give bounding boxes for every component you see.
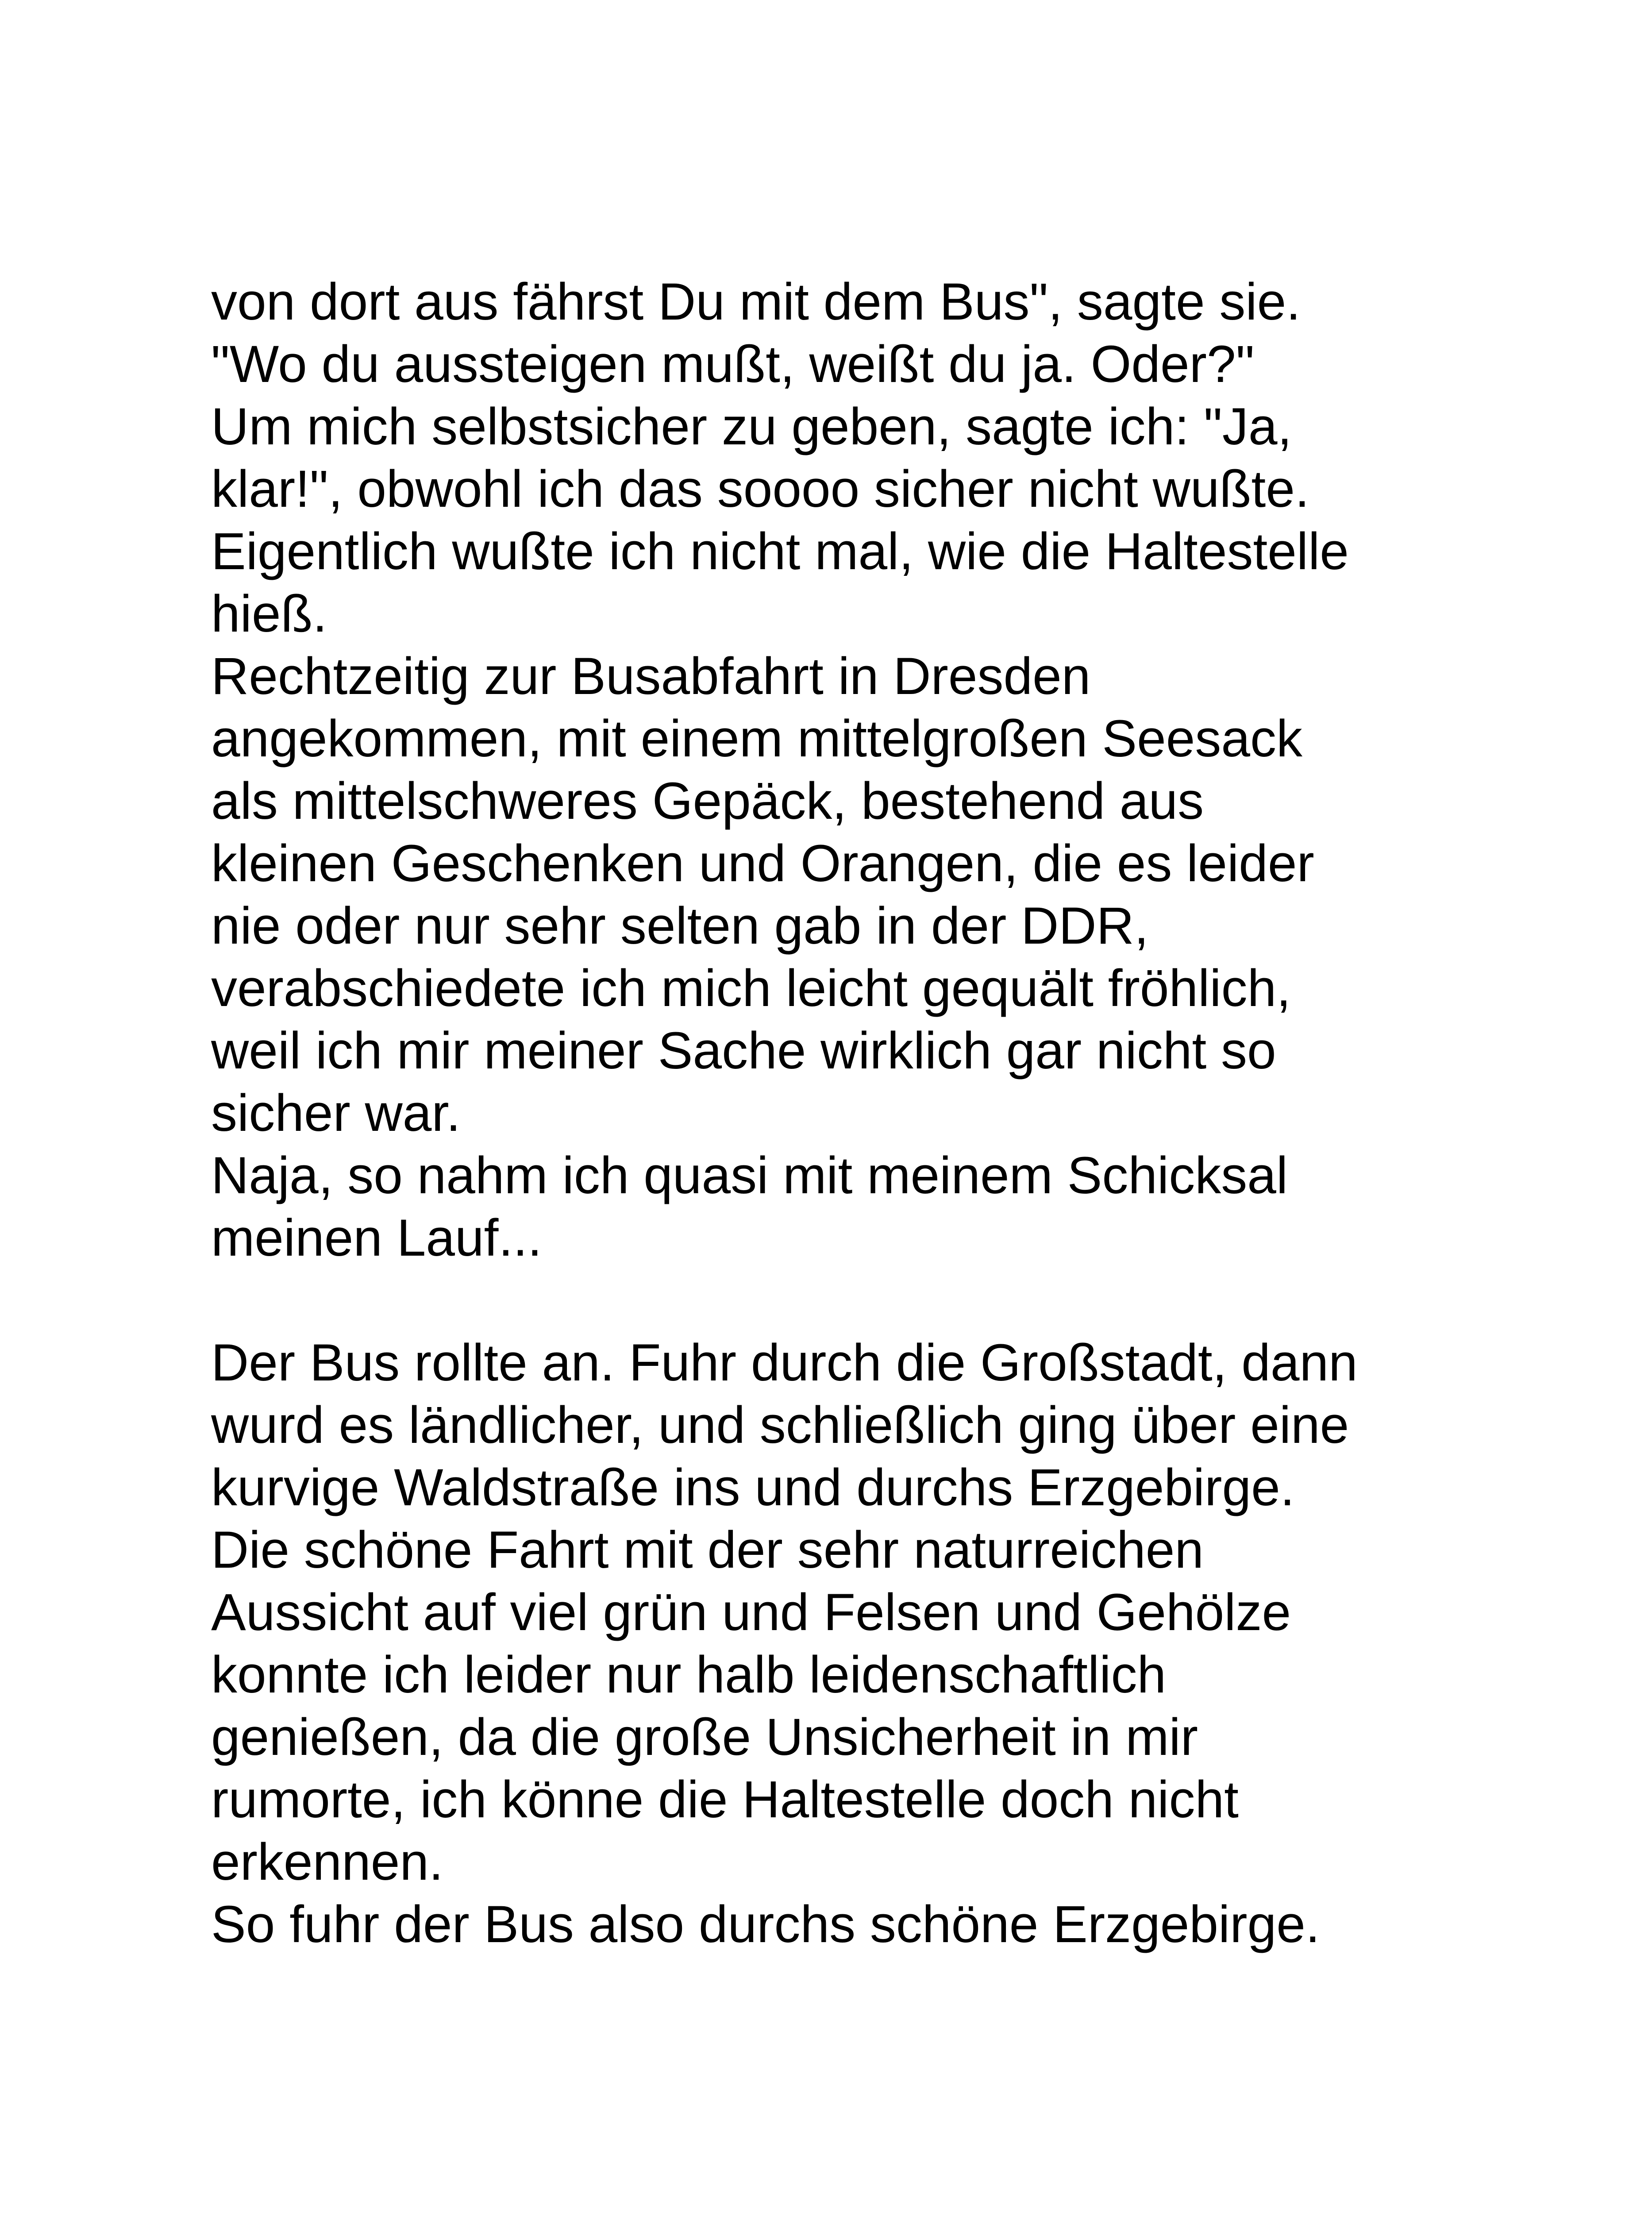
- text-line: von dort aus fährst Du mit dem Bus", sagte sie.: [211, 273, 1301, 331]
- text-line: Die schöne Fahrt mit der sehr naturreichen: [211, 1521, 1204, 1579]
- text-line: verabschiedete ich mich leicht gequält fröhlich,: [211, 959, 1291, 1018]
- text-line: genießen, da die große Unsicherheit in mir: [211, 1708, 1198, 1766]
- text-line: So fuhr der Bus also durchs schöne Erzgebirge.: [211, 1895, 1320, 1954]
- text-line: nie oder nur sehr selten gab in der DDR,: [211, 897, 1149, 955]
- text-line: kurvige Waldstraße ins und durchs Erzgebirge.: [211, 1458, 1295, 1517]
- text-line: klar!", obwohl ich das soooo sicher nicht wußte.: [211, 460, 1309, 518]
- text-line: meinen Lauf...: [211, 1209, 542, 1267]
- body-text: [211, 271, 1539, 1956]
- text-line: Um mich selbstsicher zu geben, sagte ich: "Ja,: [211, 397, 1292, 456]
- text-line: kleinen Geschenken und Orangen, die es leider: [211, 834, 1314, 893]
- text-line: erkennen.: [211, 1833, 443, 1891]
- text-line: hieß.: [211, 585, 327, 643]
- text-line: Aussicht auf viel grün und Felsen und Gehölze: [211, 1583, 1291, 1642]
- text-line: weil ich mir meiner Sache wirklich gar nicht so: [211, 1022, 1276, 1080]
- text-line: rumorte, ich könne die Haltestelle doch nicht: [211, 1770, 1239, 1829]
- blank-line: [211, 1269, 1539, 1332]
- text-line: "Wo du aussteigen mußt, weißt du ja. Oder?": [211, 335, 1255, 393]
- text-line: als mittelschweres Gepäck, bestehend aus: [211, 772, 1204, 830]
- text-line: konnte ich leider nur halb leidenschaftlich: [211, 1646, 1167, 1704]
- text-line: Eigentlich wußte ich nicht mal, wie die Haltestelle: [211, 522, 1349, 581]
- text-line: sicher war.: [211, 1084, 461, 1142]
- text-line: Naja, so nahm ich quasi mit meinem Schicksal: [211, 1146, 1288, 1205]
- text-line: Der Bus rollte an. Fuhr durch die Großstadt, dann: [211, 1334, 1358, 1392]
- text-line: angekommen, mit einem mittelgroßen Seesack: [211, 709, 1302, 768]
- text-line: wurd es ländlicher, und schließlich ging über eine: [211, 1396, 1349, 1454]
- text-line: Rechtzeitig zur Busabfahrt in Dresden: [211, 647, 1091, 706]
